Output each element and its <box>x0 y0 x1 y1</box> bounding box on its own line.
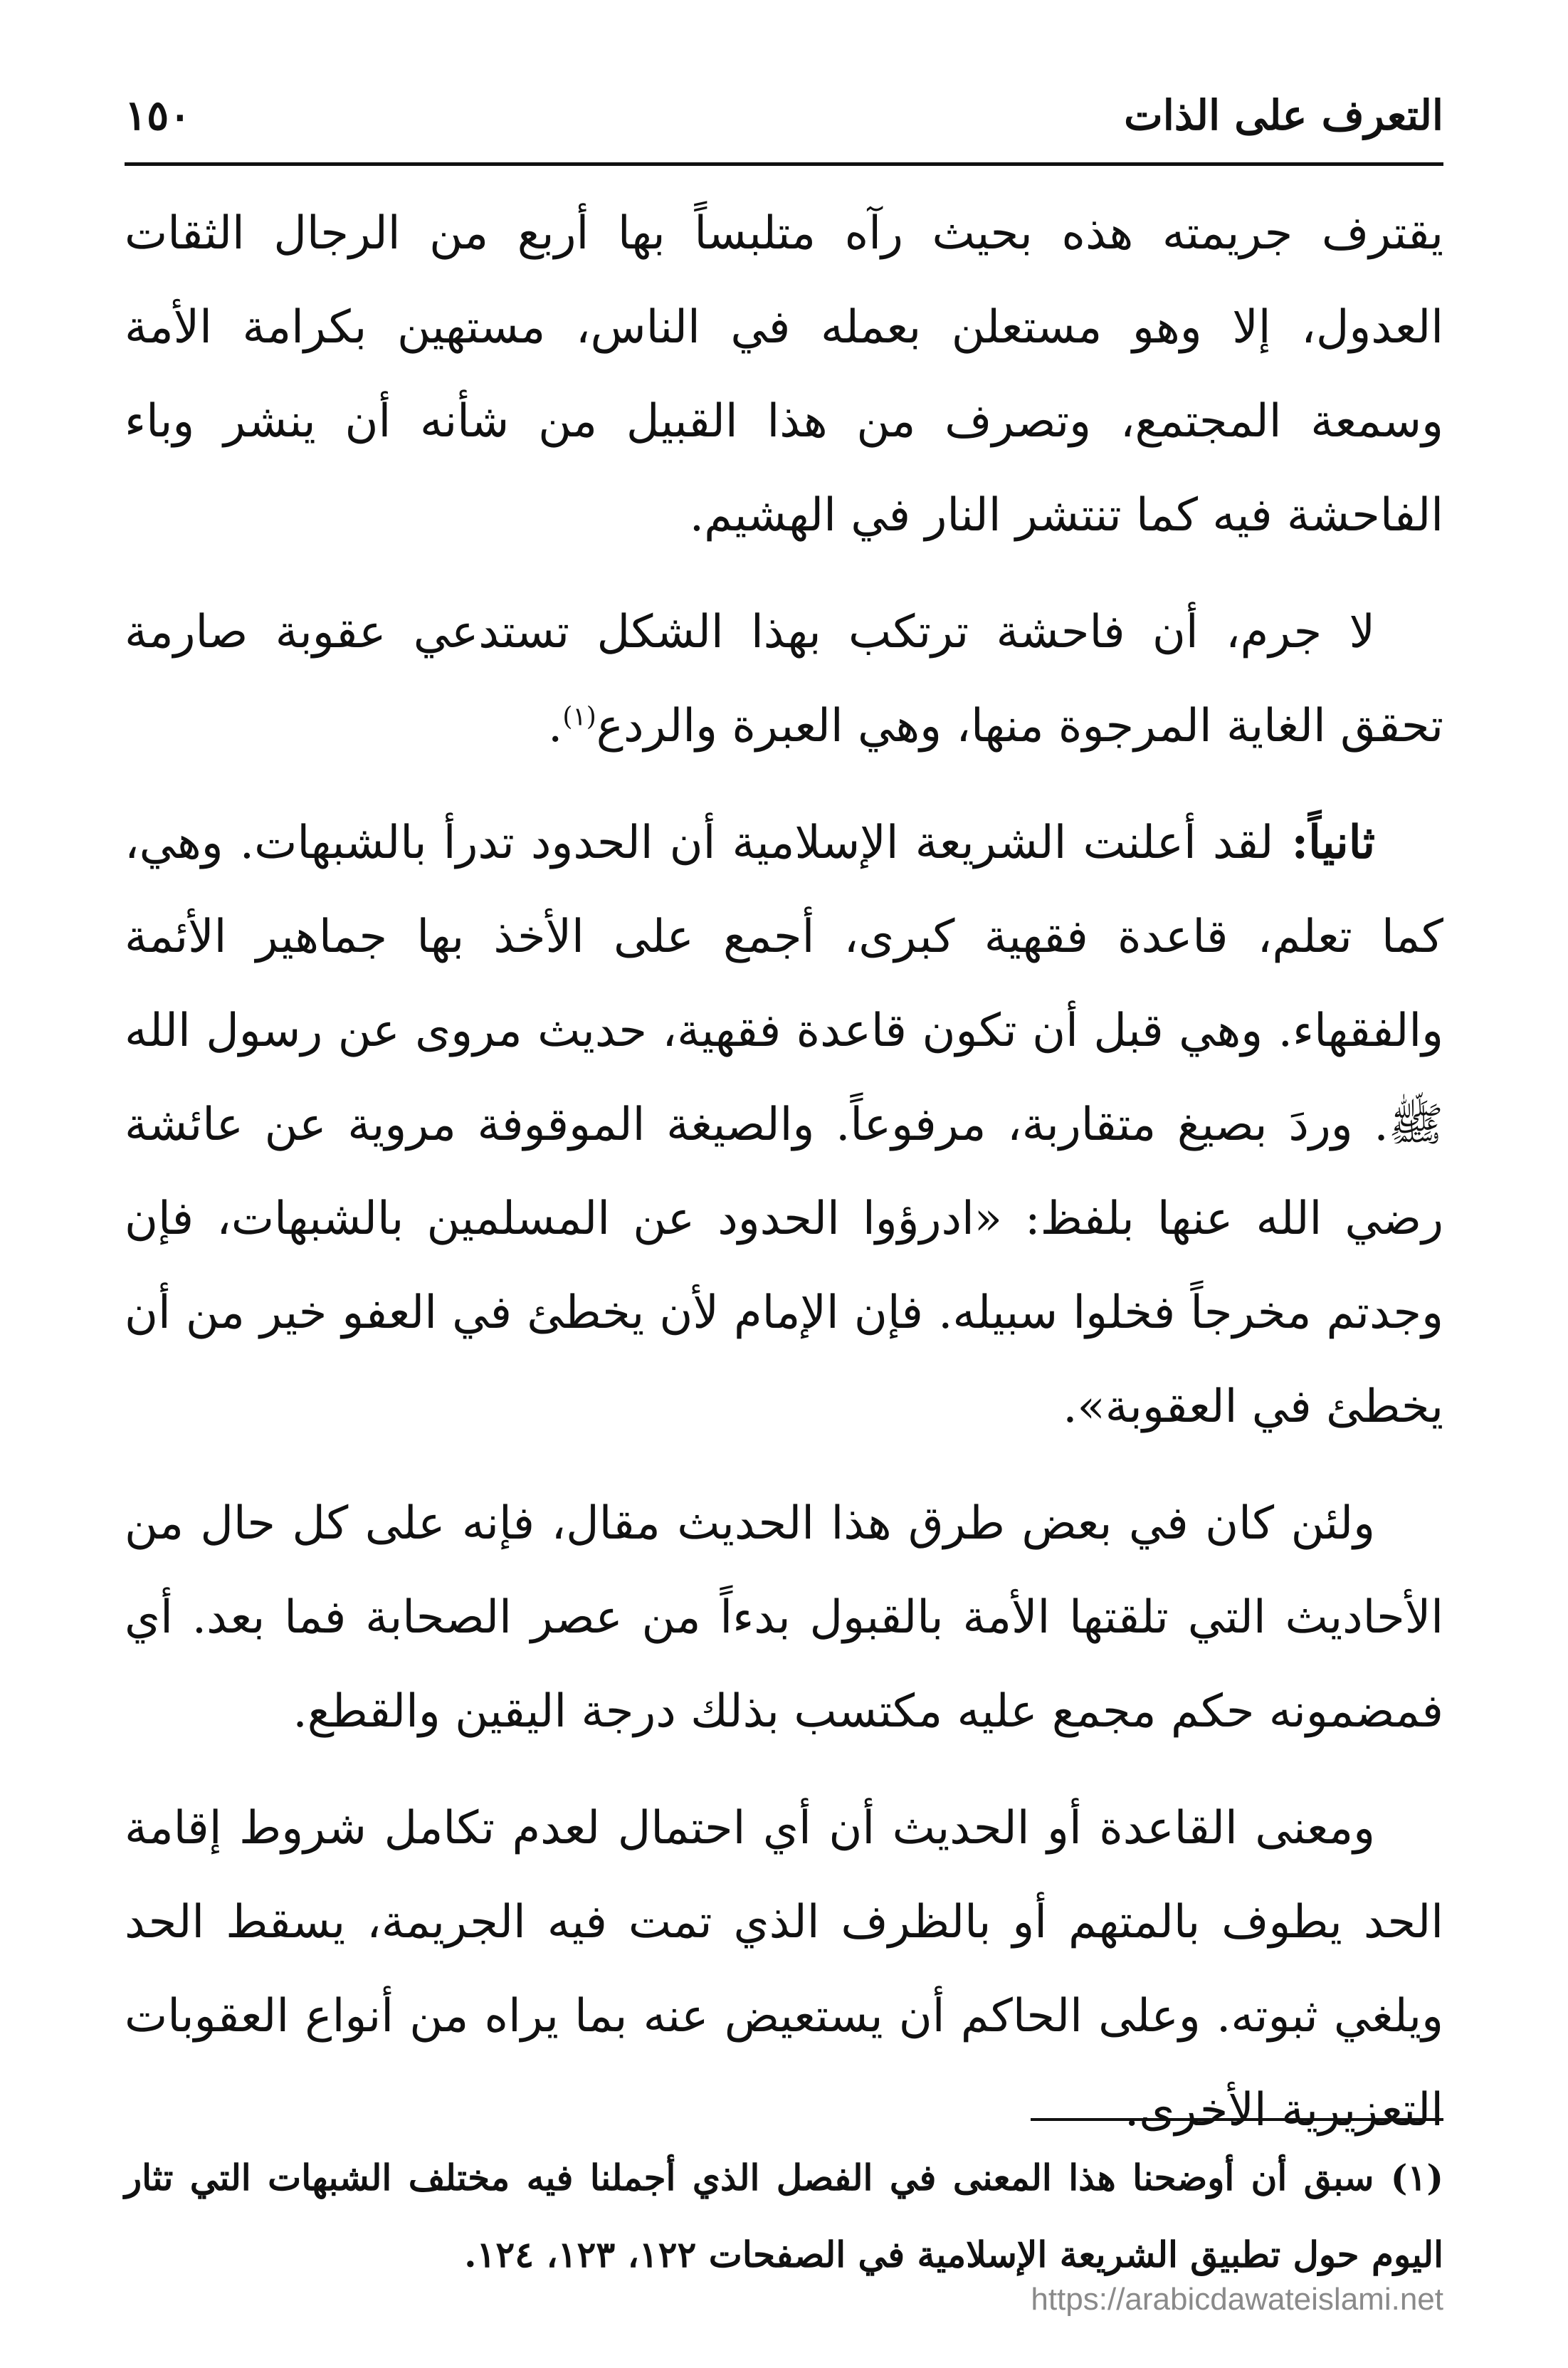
running-title: التعرف على الذات <box>1124 91 1443 140</box>
paragraph-2-text: لا جرم، أن فاحشة ترتكب بهذا الشكل تستدعي عقوبة صارمة تحقق الغاية المرجوة منها، وهي العبرة والردع <box>125 606 1443 753</box>
footnote-divider <box>1031 2118 1443 2121</box>
paragraph-3-text: لقد أعلنت الشريعة الإسلامية أن الحدود تدرأ بالشبهات. وهي، كما تعلم، قاعدة فقهية كبرى، أجمع على الأخذ بها جماهير الأئمة والفقهاء. وهي قبل أن تكون قاعدة فقهية، حديث مروى عن رسول الله ﷺ. وردَ بصيغ متقاربة، مرفوعاً. والصيغة الموقوفة مروية عن عائشة رضي الله عنها بلفظ: «ادرؤوا الحدود عن المسلمين بالشبهات، فإن وجدتم مخرجاً فخلوا سبيله. فإن الإمام لأن يخطئ في العفو خير من أن يخطئ في العقوبة». <box>125 817 1444 1433</box>
paragraph-2-end: . <box>548 700 563 753</box>
paragraph-3 <box>125 796 1443 1454</box>
paragraph-1: يقترف جريمته هذه بحيث رآه متلبساً بها أربع من الرجال الثقات العدول، إلا وهو مستعلن بعمله في الناس، مستهين بكرامة الأمة وسمعة المجتمع، وتصرف من هذا القبيل من شأنه أن ينشر وباء الفاحشة فيه كما تنتشر النار في الهشيم. <box>125 207 1443 542</box>
page-number: ١٥٠ <box>125 91 191 140</box>
paragraph-4: ولئن كان في بعض طرق هذا الحديث مقال، فإنه على كل حال من الأحاديث التي تلقتها الأمة بالقبول بدءاً من عصر الصحابة فما بعد. أي فمضمونه حكم مجمع عليه مكتسب بذلك درجة اليقين والقطع. <box>125 1497 1443 1738</box>
footnote-ref-1: (١) <box>562 702 596 732</box>
paragraph-3-lead: ثانياً: <box>1273 816 1376 869</box>
page-header <box>125 91 1443 155</box>
paragraph-5: ومعنى القاعدة أو الحديث أن أي احتمال لعدم تكامل شروط إقامة الحد يطوف بالمتهم أو بالظرف الذي تمت فيه الجريمة، يسقط الحد ويلغي ثبوته. وعلى الحاكم أن يستعيض عنه بما يراه من أنواع العقوبات التعزيرية الأخرى. <box>125 1802 1444 2137</box>
paragraph-2 <box>125 585 1443 773</box>
watermark: https://arabicdawateislami.net <box>1031 2282 1443 2317</box>
header-divider <box>125 162 1443 166</box>
footnote-1: (١) سبق أن أوضحنا هذا المعنى في الفصل الذي أجملنا فيه مختلف الشبهات التي تثار اليوم حول تطبيق الشريعة الإسلامية في الصفحات ١٢٢، ١٢٣، ١٢٤. <box>125 2157 1443 2275</box>
main-text <box>125 187 1443 2180</box>
